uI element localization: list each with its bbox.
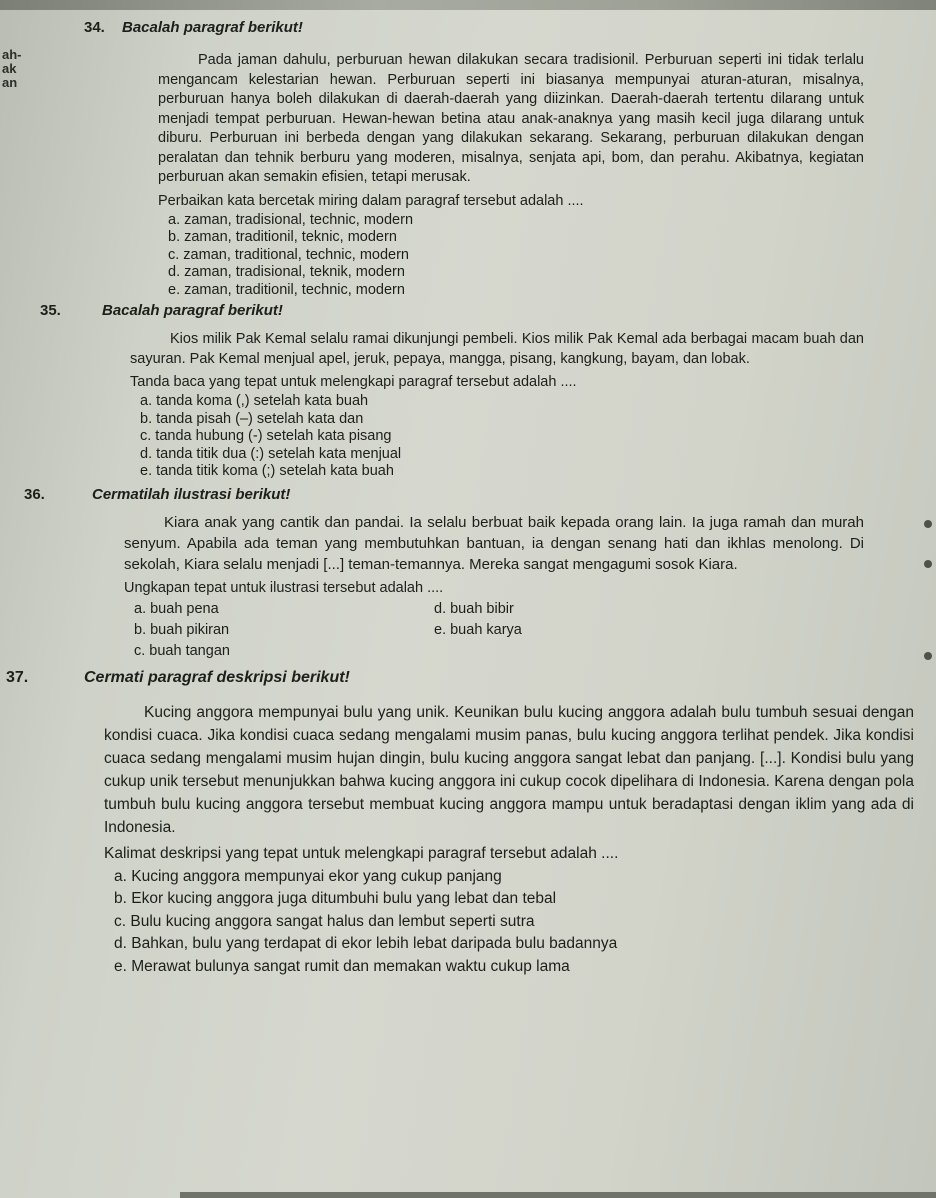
question-number: 34.: [84, 19, 105, 36]
answer-option-e[interactable]: e. buah karya: [434, 621, 522, 638]
question-number: 35.: [40, 302, 61, 319]
answer-option-c[interactable]: c. buah tangan: [134, 642, 230, 659]
question-36: [24, 485, 864, 662]
page-hole-mark: [924, 520, 932, 528]
answer-option-b[interactable]: b. Ekor kucing anggora juga ditumbuhi bulu yang lebat dan tebal: [114, 890, 557, 907]
question-paragraph: Kucing anggora mempunyai bulu yang unik. Keunikan bulu kucing anggora adalah bulu tumbuh sesuai dengan kondisi cuaca. Jika kondisi cuaca sedang mengalami musim panas, bulu kucing anggora terlihat pendek. Jika kondisi cuaca sedang mengalami musim hujan dingin, bulu kucing anggora sangat lebat dan panjang. [...]. Kondisi bulu yang cukup unik tersebut menunjukkan bahwa kucing anggora ini cukup cocok dipelihara di Indonesia. Karena dengan pola tumbuh bulu kucing anggora tersebut membuat kucing anggora mampu untuk beradaptasi dengan iklim yang ada di Indonesia.: [104, 703, 914, 836]
question-number: 37.: [6, 668, 29, 686]
question-prompt: Kalimat deskripsi yang tepat untuk melengkapi paragraf tersebut adalah ....: [104, 844, 619, 862]
question-title: Bacalah paragraf berikut!: [122, 19, 303, 36]
page-hole-mark: [924, 652, 932, 660]
answer-option-e[interactable]: e. Merawat bulunya sangat rumit dan memakan waktu cukup lama: [114, 957, 570, 975]
question-35: [40, 301, 864, 481]
answer-option-empty: [434, 641, 734, 662]
margin-bleed-text: [2, 48, 22, 90]
answer-option-d[interactable]: d. buah bibir: [434, 600, 514, 617]
answer-option-a[interactable]: a. zaman, tradisional, technic, modern: [168, 211, 414, 228]
answer-option-c[interactable]: c. tanda hubung (-) setelah kata pisang: [140, 428, 392, 444]
answer-option-b[interactable]: b. buah pikiran: [134, 621, 230, 638]
margin-fragment: an: [2, 75, 18, 90]
margin-fragment: ak: [2, 61, 17, 76]
question-prompt: Ungkapan tepat untuk ilustrasi tersebut adalah ....: [124, 579, 444, 596]
answer-options: [134, 599, 864, 662]
question-title: Cermati paragraf deskripsi berikut!: [84, 668, 350, 686]
answer-option-a[interactable]: a. tanda koma (,) setelah kata buah: [140, 393, 369, 409]
answer-option-a[interactable]: a. buah pena: [134, 600, 219, 617]
answer-option-d[interactable]: d. tanda titik dua (:) setelah kata menjual: [140, 445, 402, 462]
question-paragraph: Kiara anak yang cantik dan pandai. Ia selalu berbuat baik kepada orang lain. Ia juga ramah dan murah senyum. Apabila ada teman yang membutuhkan bantuan, ia dengan senang hati dan ikhlas menolong. Di sekolah, Kiara selalu menjadi [...] teman-temannya. Mereka sangat mengagumi sosok Kiara.: [124, 513, 864, 573]
answer-option-d[interactable]: d. zaman, tradisional, teknik, modern: [168, 264, 405, 280]
answer-options: [140, 393, 864, 481]
answer-option-b[interactable]: b. tanda pisah (–) setelah kata dan: [140, 410, 364, 427]
answer-option-c[interactable]: c. Bulu kucing anggora sangat halus dan lembut seperti sutra: [114, 912, 535, 930]
question-37: [6, 668, 914, 979]
answer-option-e[interactable]: e. tanda titik koma (;) setelah kata buah: [140, 463, 394, 479]
question-prompt: Perbaikan kata bercetak miring dalam paragraf tersebut adalah ....: [158, 192, 584, 209]
question-prompt: Tanda baca yang tepat untuk melengkapi paragraf tersebut adalah ....: [130, 374, 577, 390]
question-title: Cermatilah ilustrasi berikut!: [92, 485, 291, 503]
answer-option-d[interactable]: d. Bahkan, bulu yang terdapat di ekor lebih lebat daripada bulu badannya: [114, 935, 618, 952]
answer-option-c[interactable]: c. zaman, traditional, technic, modern: [168, 246, 409, 263]
question-title: Bacalah paragraf berikut!: [102, 302, 283, 319]
question-paragraph: Pada jaman dahulu, perburuan hewan dilakukan secara tradisionil. Perburuan seperti ini tidak terlalu mengancam kelestarian hewan. Perburuan seperti ini biasanya mempunyai aturan-aturan, misalnya, perburuan hanya boleh dilakukan di daerah-daerah yang diizinkan. Daerah-daerah tertentu dilarang untuk menjadi tempat perburuan. Hewan-hewan betina atau anak-anaknya yang masih kecil juga dilarang untuk diburu. Perburuan ini berbeda dengan yang dilakukan sekarang. Sekarang, perburuan dilakukan dengan peralatan dan tehnik berburu yang moderen, misalnya, senjata api, bom, dan perahu. Akibatnya, kegiatan perburuan akan semakin efisien, tetapi merusak.: [158, 52, 864, 185]
question-number: 36.: [24, 485, 45, 503]
page-hole-mark: [924, 560, 932, 568]
answer-options: [114, 866, 914, 979]
question-paragraph: Kios milik Pak Kemal selalu ramai dikunjungi pembeli. Kios milik Pak Kemal ada berbagai macam buah dan sayuran. Pak Kemal menjual apel, jeruk, pepaya, mangga, pisang, kangkung, bayam, dan lobak.: [130, 331, 864, 367]
page-bottom-edge: [180, 1192, 936, 1198]
answer-option-e[interactable]: e. zaman, traditionil, technic, modern: [168, 281, 405, 298]
question-34: [84, 18, 864, 299]
page-top-edge: [0, 0, 936, 10]
answer-option-b[interactable]: b. zaman, traditionil, teknic, modern: [168, 229, 397, 245]
answer-options: [168, 212, 864, 300]
questions-column: [6, 18, 914, 978]
answer-option-a[interactable]: a. Kucing anggora mempunyai ekor yang cukup panjang: [114, 867, 502, 885]
margin-fragment: ah-: [2, 47, 22, 62]
